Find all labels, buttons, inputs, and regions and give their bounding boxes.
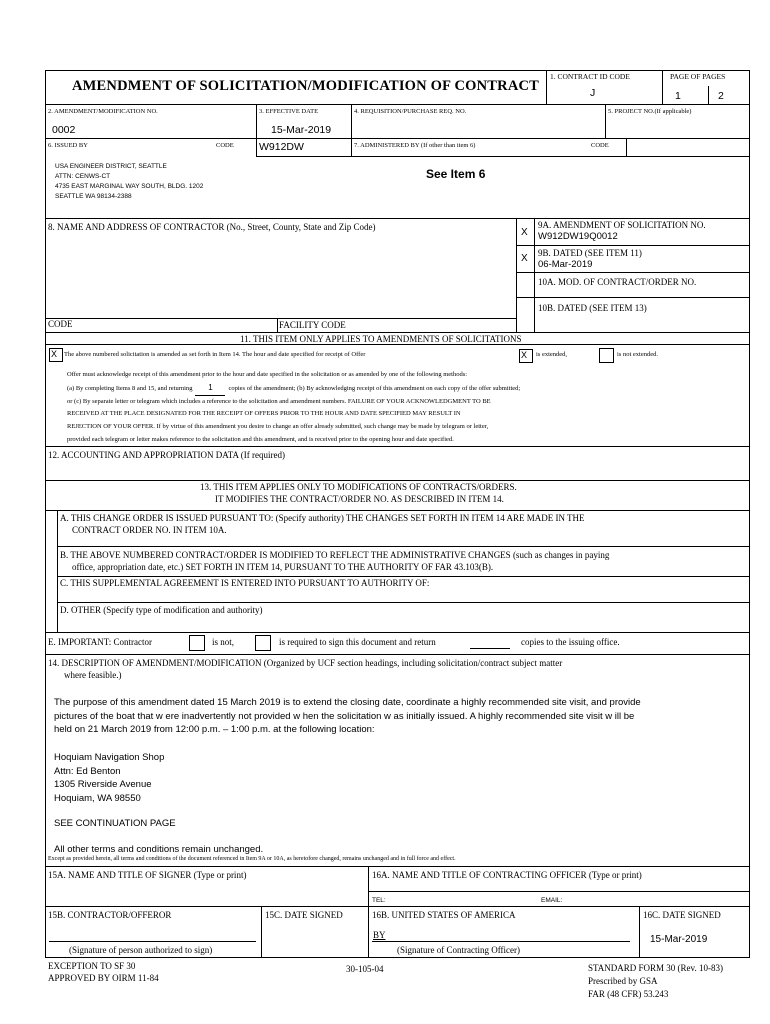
- see-item-6: See Item 6: [426, 167, 486, 181]
- contractor-signature-caption: (Signature of person authorized to sign): [69, 945, 213, 955]
- is-extended-label: is extended,: [536, 351, 568, 358]
- item-11-heading: 11. THIS ITEM ONLY APPLIES TO AMENDMENTS OF SOLICITATIONS: [240, 334, 522, 344]
- contractor-is-not-checkbox[interactable]: [189, 635, 205, 651]
- contracting-officer-signature-line[interactable]: [372, 941, 630, 942]
- except-notice: Except as provided herein, all terms and conditions of the document referenced in Item 9A or 10A, as heretofore changed, remains unchanged and in full force and effect.: [48, 856, 456, 862]
- see-continuation: SEE CONTINUATION PAGE: [54, 818, 176, 829]
- page-of-pages-label: PAGE OF PAGES: [670, 72, 726, 81]
- item-13a: A. THIS CHANGE ORDER IS ISSUED PURSUANT TO: (Specify authority) THE CHANGES SET FORTH IN ITEM 14 ARE MADE IN THE CONTRACT ORDER NO. IN ITEM 10A.: [60, 513, 585, 535]
- issuer-address: USA ENGINEER DISTRICT, SEATTLE ATTN: CENWS-CT 4735 EAST MARGINAL WAY SOUTH, BLDG. 1202 SEATTLE WA 98134-2388: [55, 163, 204, 200]
- item-11-checkbox-amended-mark: X: [51, 349, 58, 359]
- by-label: BY: [373, 930, 386, 940]
- requisition-label: 4. REQUISITION/PURCHASE REQ. NO.: [354, 108, 467, 115]
- footer-exception: EXCEPTION TO SF 30 APPROVED BY OIRM 11-84: [48, 961, 159, 983]
- footer-standard-form: STANDARD FORM 30 (Rev. 10-83) Prescribed by GSA FAR (48 CFR) 53.243: [588, 963, 723, 999]
- administered-by-label: 7. ADMINISTERED BY (If other than item 6): [354, 142, 476, 149]
- footer-form-number: 30-105-04: [346, 964, 384, 974]
- item-11-line-1: The above numbered solicitation is amended as set forth in Item 14. The hour and date specified for receipt of Offer: [64, 351, 366, 358]
- contractor-code-label: CODE: [48, 319, 73, 329]
- issued-code-label: CODE: [216, 142, 234, 149]
- item-9b-value[interactable]: 06-Mar-2019: [538, 259, 593, 270]
- item-10b-label: 10B. DATED (SEE ITEM 13): [538, 303, 647, 313]
- item-13c: C. THIS SUPPLEMENTAL AGREEMENT IS ENTERED INTO PURSUANT TO AUTHORITY OF:: [60, 578, 430, 588]
- item-16c-value[interactable]: 15-Mar-2019: [650, 934, 708, 945]
- email-label: EMAIL:: [541, 897, 563, 904]
- item-11-checkbox-extended-mark: X: [521, 350, 528, 360]
- page-count: 2: [718, 90, 724, 102]
- item-13-heading-2: IT MODIFIES THE CONTRACT/ORDER NO. AS DESCRIBED IN ITEM 14.: [215, 494, 504, 504]
- item-14-description: The purpose of this amendment dated 15 March 2019 is to extend the closing date, coordinate a highly recommended site visit, and provide pictures of the boat that w ere inadvertently not provided w hen the solicitation w as initially issued. A highly recommended site visit w ill be held on 21 March 2019 from 12:00 p.m. – 1:00 p.m. at the following location:: [54, 697, 641, 735]
- item-9a-value[interactable]: W912DW19Q0012: [538, 231, 618, 242]
- item-13-heading-1: 13. THIS ITEM APPLIES ONLY TO MODIFICATIONS OF CONTRACTS/ORDERS.: [200, 482, 517, 492]
- contractor-signature-line[interactable]: [49, 941, 256, 942]
- effective-date-label: 3. EFFECTIVE DATE: [259, 108, 319, 115]
- issued-code-value[interactable]: W912DW: [259, 141, 304, 153]
- contractor-is-required-checkbox[interactable]: [255, 635, 271, 651]
- item-9a-checkmark[interactable]: X: [521, 227, 528, 238]
- item-16a-label: 16A. NAME AND TITLE OF CONTRACTING OFFICER (Type or print): [372, 870, 642, 880]
- item-11-checkbox-not-extended[interactable]: [599, 348, 614, 363]
- form-title: AMENDMENT OF SOLICITATION/MODIFICATION OF CONTRACT: [72, 78, 540, 94]
- item-16b-label: 16B. UNITED STATES OF AMERICA: [372, 910, 516, 920]
- administered-code-label: CODE: [591, 142, 609, 149]
- effective-date-value[interactable]: 15-Mar-2019: [271, 124, 332, 136]
- project-no-label: 5. PROJECT NO.(If applicable): [608, 108, 692, 115]
- item-9a-label: 9A. AMENDMENT OF SOLICITATION NO.: [538, 220, 706, 230]
- facility-code-label: FACILITY CODE: [279, 320, 346, 330]
- item-15a-label: 15A. NAME AND TITLE OF SIGNER (Type or print): [48, 870, 247, 880]
- amendment-no-label: 2. AMENDMENT/MODIFICATION NO.: [48, 108, 158, 115]
- item-10a-label: 10A. MOD. OF CONTRACT/ORDER NO.: [538, 277, 697, 287]
- all-other-terms: All other terms and conditions remain unchanged.: [54, 844, 264, 855]
- item-16c-label: 16C. DATE SIGNED: [643, 910, 721, 920]
- is-not-extended-label: is not extended.: [617, 351, 658, 358]
- item-15c-label: 15C. DATE SIGNED: [265, 910, 343, 920]
- amendment-no-value[interactable]: 0002: [52, 124, 76, 136]
- item-11-instructions: Offer must acknowledge receipt of this amendment prior to the hour and date specified in the solicitation or as amended by one of the following methods: (a) By completing Items 8 and 15, and returning 1 copies of the amendment; (b) By acknowledging receipt of this amendment on each copy of the offer submitted; or (c) By separate letter or telegram which includes a reference to the solicitation and amendment numbers. FAILURE OF YOUR ACKNOWLEDGMENT TO BE RECEIVED AT THE PLACE DESIGNATED FOR THE RECEIPT OF OFFERS PRIOR TO THE HOUR AND DATE SPECIFIED MAY RESULT IN REJECTION OF YOUR OFFER. If by virtue of this amendment you desire to change an offer already submitted, such change may be made by telegram or letter, provided each telegram or letter makes reference to the solicitation and this amendment, and is received prior to the opening hour and date specified.: [67, 371, 521, 443]
- item-12-label: 12. ACCOUNTING AND APPROPRIATION DATA (If required): [48, 450, 286, 460]
- page-number: 1: [675, 90, 681, 102]
- copies-count-field[interactable]: [470, 648, 510, 649]
- item-9b-checkmark[interactable]: X: [521, 253, 528, 264]
- copies-returned-field[interactable]: 1: [195, 382, 225, 396]
- item-14-label: 14. DESCRIPTION OF AMENDMENT/MODIFICATION (Organized by UCF section headings, including solicitation/contract subject matter where feasible.): [48, 658, 563, 680]
- important-label: E. IMPORTANT: Contractor: [48, 637, 153, 647]
- is-not-label: is not,: [212, 637, 235, 647]
- contract-id-label: 1. CONTRACT ID CODE: [550, 72, 630, 81]
- site-visit-address: Hoquiam Navigation Shop Attn: Ed Benton 1305 Riverside Avenue Hoquiam, WA 98550: [54, 752, 165, 804]
- item-13d: D. OTHER (Specify type of modification and authority): [60, 605, 263, 615]
- is-required-label: is required to sign this document and return: [279, 637, 436, 647]
- officer-signature-caption: (Signature of Contracting Officer): [397, 945, 521, 955]
- copies-label: copies to the issuing office.: [521, 637, 620, 647]
- contractor-label: 8. NAME AND ADDRESS OF CONTRACTOR (No., Street, County, State and Zip Code): [48, 222, 376, 232]
- item-13b: B. THE ABOVE NUMBERED CONTRACT/ORDER IS MODIFIED TO REFLECT THE ADMINISTRATIVE CHANGES (such as changes in paying office, appropriation date, etc.) SET FORTH IN ITEM 14, PURSUANT TO THE AUTHORITY OF FAR 43.103(B).: [60, 550, 610, 572]
- tel-label: TEL:: [372, 897, 386, 904]
- contract-id-value[interactable]: J: [590, 87, 596, 99]
- item-9b-label: 9B. DATED (SEE ITEM 11): [538, 248, 642, 258]
- item-15b-label: 15B. CONTRACTOR/OFFEROR: [48, 910, 172, 920]
- issued-by-label: 6. ISSUED BY: [48, 142, 88, 149]
